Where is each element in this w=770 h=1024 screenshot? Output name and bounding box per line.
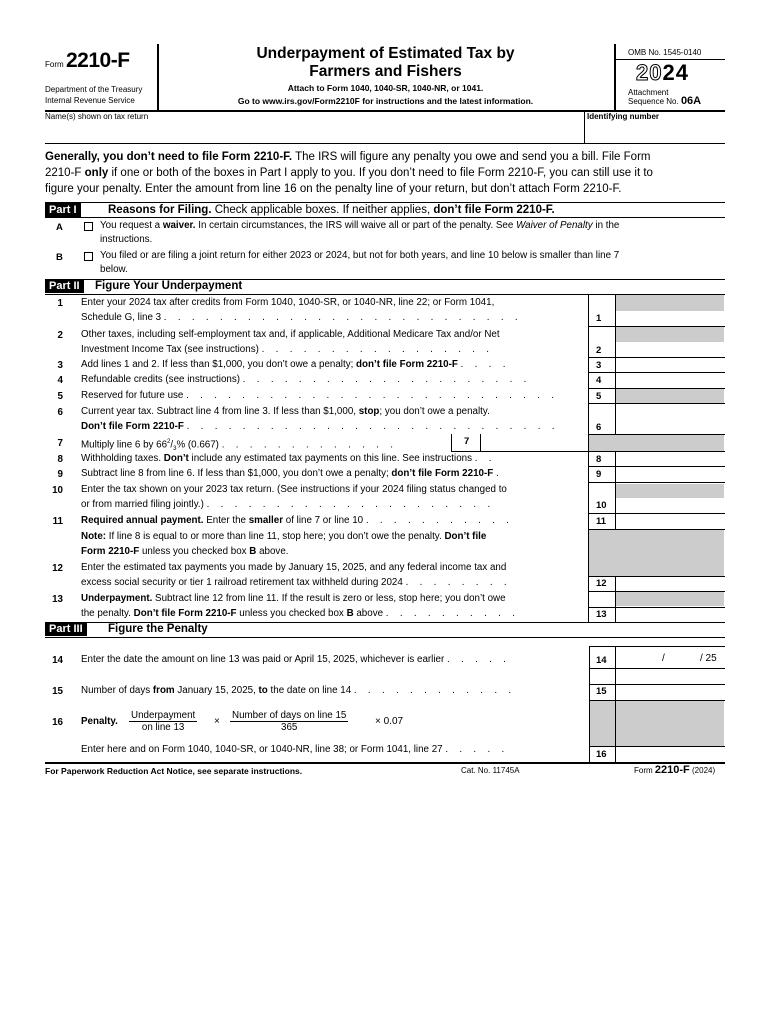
part1-b-line1: You filed or are filing a joint return for either 2023 or 2024, but not for both years, and line 10 below is smaller than line 7 (100, 250, 620, 261)
frac1-bottom: on line 13 (141, 722, 185, 733)
part1-letter-b: B (56, 252, 63, 263)
part3-tag: Part III (45, 622, 87, 636)
line11-amount[interactable] (617, 514, 723, 528)
part1-a-line1: You request a waiver. In certain circumstances, the IRS will waive all or part of the penalty. See Waiver of Penalty in the (100, 220, 620, 231)
line16-label: Penalty. (81, 716, 118, 727)
form-title-line1: Underpayment of Estimated Tax by (256, 45, 515, 62)
line-num-11: 11 (52, 516, 63, 527)
line-num-13: 13 (52, 594, 63, 605)
part2-tag: Part II (45, 279, 84, 293)
line-num-5: 5 (57, 391, 63, 402)
line-num-1: 1 (57, 298, 63, 309)
line-num-2: 2 (57, 330, 63, 341)
line-num-6: 6 (57, 407, 63, 418)
box-num-4: 4 (596, 375, 602, 386)
line9-text: Subtract line 8 from line 6. If less than $1,000, you don’t owe a penalty; don’t file Form 2210-F . (81, 468, 503, 479)
line1-amount[interactable] (617, 311, 723, 325)
box-num-6: 6 (596, 422, 602, 433)
form-number: 2210-F (66, 49, 130, 72)
seq-line1: Attachment (628, 88, 669, 97)
part1-tag: Part I (45, 203, 81, 217)
line10-text-b: or from married filing jointly.) . . . . . . . . . . . . . . . . . . . . . (81, 499, 495, 510)
line6-text-a: Current year tax. Subtract line 4 from line 3. If less than $1,000, stop; you don’t owe a penalty. (81, 406, 490, 417)
line6-amount[interactable] (617, 420, 723, 434)
year-prefix: 20 (636, 60, 663, 85)
line14-slash: / (662, 653, 665, 664)
part1-a-line2: instructions. (100, 234, 153, 245)
times-sign: × (214, 716, 220, 727)
part1-b-line2: below. (100, 264, 128, 275)
line4-amount[interactable] (617, 373, 723, 387)
line9-amount[interactable] (617, 467, 723, 481)
line-num-3: 3 (57, 360, 63, 371)
id-label: Identifying number (587, 112, 659, 121)
box-num-15: 15 (596, 686, 607, 697)
box-num-16: 16 (596, 749, 607, 760)
seq-line2: Sequence No. (628, 97, 679, 106)
part1-title: Reasons for Filing. Check applicable boxes. If neither applies, don’t file Form 2210-F. (108, 204, 555, 216)
intro-line1: Generally, you don’t need to file Form 2210-F. The IRS will figure any penalty you owe and send you a bill. File Form (45, 151, 651, 163)
note-line2: Form 2210-F unless you checked box B above. (81, 546, 289, 557)
line-num-8: 8 (57, 454, 63, 465)
line4-text: Refundable credits (see instructions) . . . . . . . . . . . . . . . . . . . . . (81, 374, 531, 385)
dept-line1: Department of the Treasury (45, 85, 143, 94)
line8-amount[interactable] (617, 452, 723, 466)
box-num-12: 12 (596, 578, 607, 589)
line-num-9: 9 (57, 469, 63, 480)
line13-text-b: the penalty. Don’t file Form 2210-F unless you checked box B above . . . . . . . . . . (81, 608, 520, 619)
note-line1: Note: If line 8 is equal to or more than line 11, stop here; you don’t owe the penalty. Don’t file (81, 531, 487, 542)
line-num-7: 7 (57, 438, 63, 449)
line-num-14: 14 (52, 655, 63, 666)
box-num-1: 1 (596, 313, 602, 324)
line-num-15: 15 (52, 686, 63, 697)
line1-text-a: Enter your 2024 tax after credits from Form 1040, 1040-SR, or 1040-NR, line 22; or Form 1041, (81, 297, 495, 308)
box-num-9: 9 (596, 469, 602, 480)
goto-instruction: Go to www.irs.gov/Form2210F for instructions and the latest information. (237, 96, 534, 106)
box-num-3: 3 (596, 360, 602, 371)
tax-year (636, 60, 689, 86)
line13-amount[interactable] (617, 607, 723, 621)
box-num-7: 7 (464, 436, 470, 447)
seq-num: 06A (680, 95, 702, 107)
line8-text: Withholding taxes. Don’t include any estimated tax payments on this line. See instructions . . (81, 453, 496, 464)
part1-letter-a: A (56, 222, 63, 233)
box-num-8: 8 (596, 454, 602, 465)
attach-instruction: Attach to Form 1040, 1040-SR, 1040-NR, or 1041. (287, 83, 484, 93)
line2-text-a: Other taxes, including self-employment tax and, if applicable, Additional Medicare Tax and/or Net (81, 329, 500, 340)
line14-date[interactable] (617, 648, 723, 666)
frac2-top: Number of days on line 15 (232, 710, 347, 721)
names-label: Name(s) shown on tax return (45, 112, 149, 121)
line10-text-a: Enter the tax shown on your 2023 tax return. (See instructions if your 2024 filing status changed to (81, 484, 507, 495)
line12-amount[interactable] (617, 576, 723, 590)
line13-text-a: Underpayment. Subtract line 12 from line 11. If the result is zero or less, stop here; you don’t owe (81, 593, 506, 604)
box-num-11: 11 (596, 516, 607, 527)
line12-text-b: excess social security or tier 1 railroad retirement tax withheld during 2024 . . . . . . . . (81, 577, 511, 588)
line15-days[interactable] (617, 686, 723, 699)
part2-title: Figure Your Underpayment (95, 280, 243, 292)
box-num-5: 5 (596, 391, 602, 402)
line14-year: / 25 (700, 653, 717, 664)
part3-title: Figure the Penalty (108, 623, 208, 635)
penalty-rate: × 0.07 (375, 716, 404, 727)
line12-text-a: Enter the estimated tax payments you made by January 15, 2025, and any federal income tax and (81, 562, 507, 573)
form-word: Form (45, 60, 64, 69)
line7-amount[interactable] (482, 436, 586, 450)
box-num-13: 13 (596, 609, 607, 620)
omb-number: OMB No. 1545-0140 (628, 48, 702, 57)
line14-text: Enter the date the amount on line 13 was paid or April 15, 2025, whichever is earlier . . . . . (81, 654, 511, 665)
paperwork-notice: For Paperwork Reduction Act Notice, see separate instructions. (45, 766, 303, 776)
line15-text: Number of days from January 15, 2025, to the date on line 14 . . . . . . . . . . . . (81, 685, 516, 696)
line1-text-b: Schedule G, line 3 . . . . . . . . . . . . . . . . . . . . . . . . . . (81, 312, 522, 323)
line2-amount[interactable] (617, 343, 723, 357)
line10-amount[interactable] (617, 498, 723, 512)
box-num-10: 10 (596, 500, 607, 511)
name-field[interactable] (46, 122, 582, 142)
line-num-12: 12 (52, 563, 63, 574)
identifying-number-field[interactable] (586, 122, 724, 142)
box-num-2: 2 (596, 345, 602, 356)
line5-text: Reserved for future use . . . . . . . . . . . . . . . . . . . . . . . . . . . (81, 390, 559, 401)
line3-text: Add lines 1 and 2. If less than $1,000, you don’t owe a penalty; don’t file Form 2210-F . . . . (81, 359, 510, 370)
intro-line3: figure your penalty. Enter the amount from line 16 on the penalty line of your return, but don’t attach Form 2210-F. (45, 183, 622, 195)
line2-text-b: Investment Income Tax (see instructions) . . . . . . . . . . . . . . . . . (81, 344, 494, 355)
dept-line2: Internal Revenue Service (45, 96, 135, 105)
line-num-16: 16 (52, 717, 63, 728)
line3-amount[interactable] (617, 358, 723, 372)
catalog-number: Cat. No. 11745A (461, 766, 520, 775)
line6-text-b: Don’t file Form 2210-F . . . . . . . . . . . . . . . . . . . . . . . . . . . (81, 421, 559, 432)
line16-penalty-amount[interactable] (617, 748, 723, 761)
line11-text: Required annual payment. Enter the smaller of line 7 or line 10 . . . . . . . . . . . (81, 515, 514, 526)
form-title-line2: Farmers and Fishers (309, 63, 462, 80)
year-suffix: 24 (662, 60, 689, 85)
line16-enter-text: Enter here and on Form 1040, 1040-SR, or 1040-NR, line 38; or Form 1041, line 27 . . . . . (81, 744, 509, 755)
frac1-top: Underpayment (131, 710, 196, 721)
line-num-4: 4 (57, 375, 63, 386)
sequence-number (628, 97, 701, 106)
line-num-10: 10 (52, 485, 63, 496)
line7-text: Multiply line 6 by $66^2/_3\%$ (0.667) . . . . . . . . . . . . . (81, 439, 398, 453)
checkbox-b[interactable] (84, 252, 93, 261)
penalty-fraction-1 (129, 710, 197, 733)
frac2-bottom: 365 (281, 722, 298, 733)
box-num-14: 14 (596, 655, 607, 666)
footer-form-id: Form 2210-F (2024) (634, 764, 716, 776)
checkbox-a[interactable] (84, 222, 93, 231)
intro-line2: 2210-F only if one or both of the boxes in Part I apply to you. If you don’t need to file Form 2210-F, you can still use it to (45, 167, 653, 179)
penalty-fraction-2 (230, 710, 348, 733)
